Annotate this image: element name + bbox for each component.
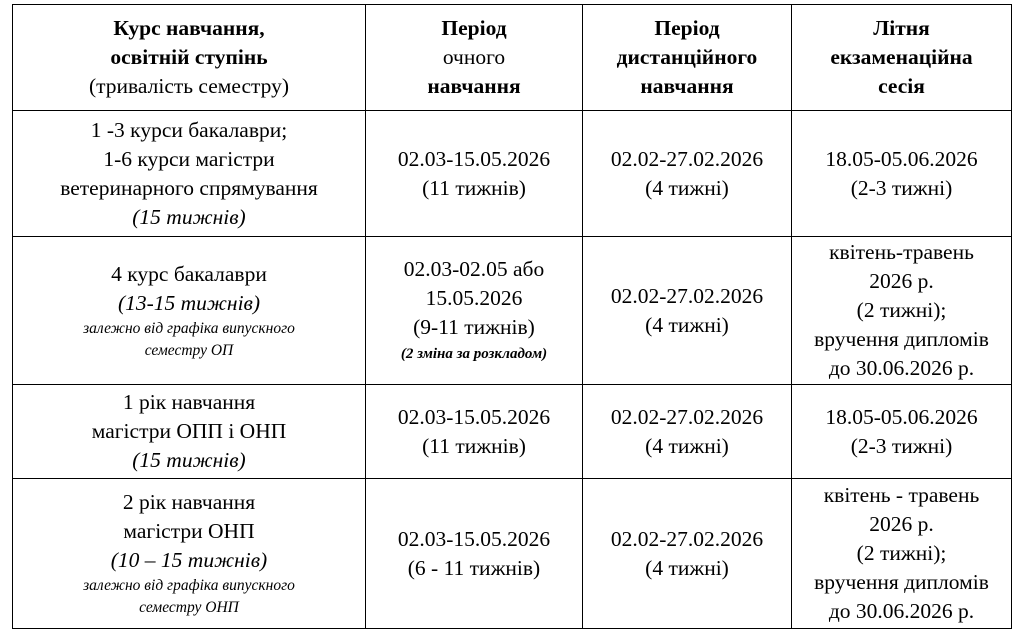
distance-cell (583, 237, 792, 385)
table-row (13, 237, 1012, 385)
session-cell (792, 237, 1012, 385)
distance-dates: 02.02-27.02.2026 (610, 283, 764, 308)
fulltime-weeks: (11 тижнів) (422, 175, 526, 200)
distance-weeks: (4 тижні) (645, 433, 729, 458)
fulltime-cell (366, 237, 583, 385)
header-distance-line2: дистанційного (616, 45, 758, 69)
header-distance-line3: навчання (640, 74, 734, 98)
header-course (13, 5, 366, 111)
distance-cell (583, 479, 792, 629)
header-distance-line1: Період (654, 16, 720, 40)
distance-weeks: (4 тижні) (645, 175, 729, 200)
header-session (792, 5, 1012, 111)
course-line: 1 -3 курси бакалаври; (90, 117, 288, 142)
session-dates: 18.05-05.06.2026 (825, 146, 978, 171)
course-note: залежно від графіка випускного (83, 577, 295, 594)
course-line: 2 рік навчання (122, 490, 256, 514)
course-line: магістри ОНП (123, 519, 255, 543)
fulltime-cell (366, 479, 583, 629)
course-note: семестру ОНП (139, 599, 239, 616)
table-row (13, 479, 1012, 629)
table-row (13, 111, 1012, 237)
distance-weeks: (4 тижні) (645, 555, 729, 580)
table-row (13, 385, 1012, 479)
course-note: залежно від графіка випускного (83, 319, 295, 337)
course-line: 1 рік навчання (122, 390, 256, 414)
distance-dates: 02.02-27.02.2026 (610, 526, 764, 551)
session-line: до 30.06.2026 р. (828, 356, 975, 380)
schedule-table (12, 4, 1012, 629)
header-fulltime (366, 5, 583, 111)
distance-dates: 02.02-27.02.2026 (610, 404, 764, 429)
distance-cell (583, 385, 792, 479)
header-course-line3: (тривалість семестру) (88, 74, 290, 98)
session-line: (2 тижні); (856, 541, 947, 565)
fulltime-dates: 02.03-15.05.2026 (397, 404, 551, 429)
header-fulltime-line2: очного (442, 45, 506, 69)
course-note: семестру ОП (144, 341, 234, 359)
session-weeks: (2-3 тижні) (850, 433, 953, 458)
course-line: ветеринарного спрямування (60, 175, 318, 200)
course-cell (13, 111, 366, 237)
fulltime-weeks: (9-11 тижнів) (413, 315, 535, 339)
fulltime-note: (2 зміна за розкладом) (400, 346, 548, 362)
session-dates: 18.05-05.06.2026 (825, 404, 978, 429)
session-weeks: (2-3 тижні) (850, 175, 953, 200)
duration-text: (15 тижнів) (132, 448, 246, 472)
course-cell (13, 385, 366, 479)
header-session-line1: Літня (873, 16, 930, 40)
session-cell (792, 385, 1012, 479)
header-course-line1: Курс навчання, (113, 16, 265, 40)
header-distance (583, 5, 792, 111)
header-session-line3: сесія (878, 74, 925, 98)
session-cell (792, 111, 1012, 237)
course-line: магістри ОПП і ОНП (91, 419, 287, 443)
session-line: (2 тижні); (856, 298, 947, 322)
session-line: вручення дипломів (814, 327, 989, 351)
header-course-line2: освітній ступінь (110, 45, 268, 69)
fulltime-weeks: (11 тижнів) (422, 433, 526, 458)
fulltime-dates: 02.03-15.05.2026 (397, 526, 551, 551)
session-line: 2026 р. (869, 269, 934, 293)
course-cell (13, 237, 366, 385)
session-line: 2026 р. (869, 512, 934, 536)
duration-text: (13-15 тижнів) (117, 290, 261, 315)
header-fulltime-line1: Період (441, 16, 507, 40)
duration-text: (10 – 15 тижнів) (110, 548, 268, 572)
distance-cell (583, 111, 792, 237)
fulltime-dates: 02.03-02.05 або (403, 257, 545, 281)
fulltime-weeks: (6 - 11 тижнів) (407, 555, 541, 580)
fulltime-dates: 02.03-15.05.2026 (397, 146, 551, 171)
duration-text: (15 тижнів) (132, 204, 246, 229)
fulltime-cell (366, 111, 583, 237)
distance-weeks: (4 тижні) (645, 312, 729, 337)
session-line: квітень - травень (823, 483, 980, 507)
fulltime-dates: 15.05.2026 (425, 286, 523, 310)
course-line: 4 курс бакалаври (111, 261, 267, 286)
course-line: 1-6 курси магістри (103, 146, 275, 171)
table-header-row (13, 5, 1012, 111)
distance-dates: 02.02-27.02.2026 (610, 146, 764, 171)
header-fulltime-line3: навчання (427, 74, 521, 98)
course-cell (13, 479, 366, 629)
session-line: до 30.06.2026 р. (828, 599, 975, 623)
fulltime-cell (366, 385, 583, 479)
header-session-line2: екзаменаційна (830, 45, 973, 69)
session-line: квітень-травень (829, 240, 974, 264)
session-cell (792, 479, 1012, 629)
session-line: вручення дипломів (814, 570, 989, 594)
